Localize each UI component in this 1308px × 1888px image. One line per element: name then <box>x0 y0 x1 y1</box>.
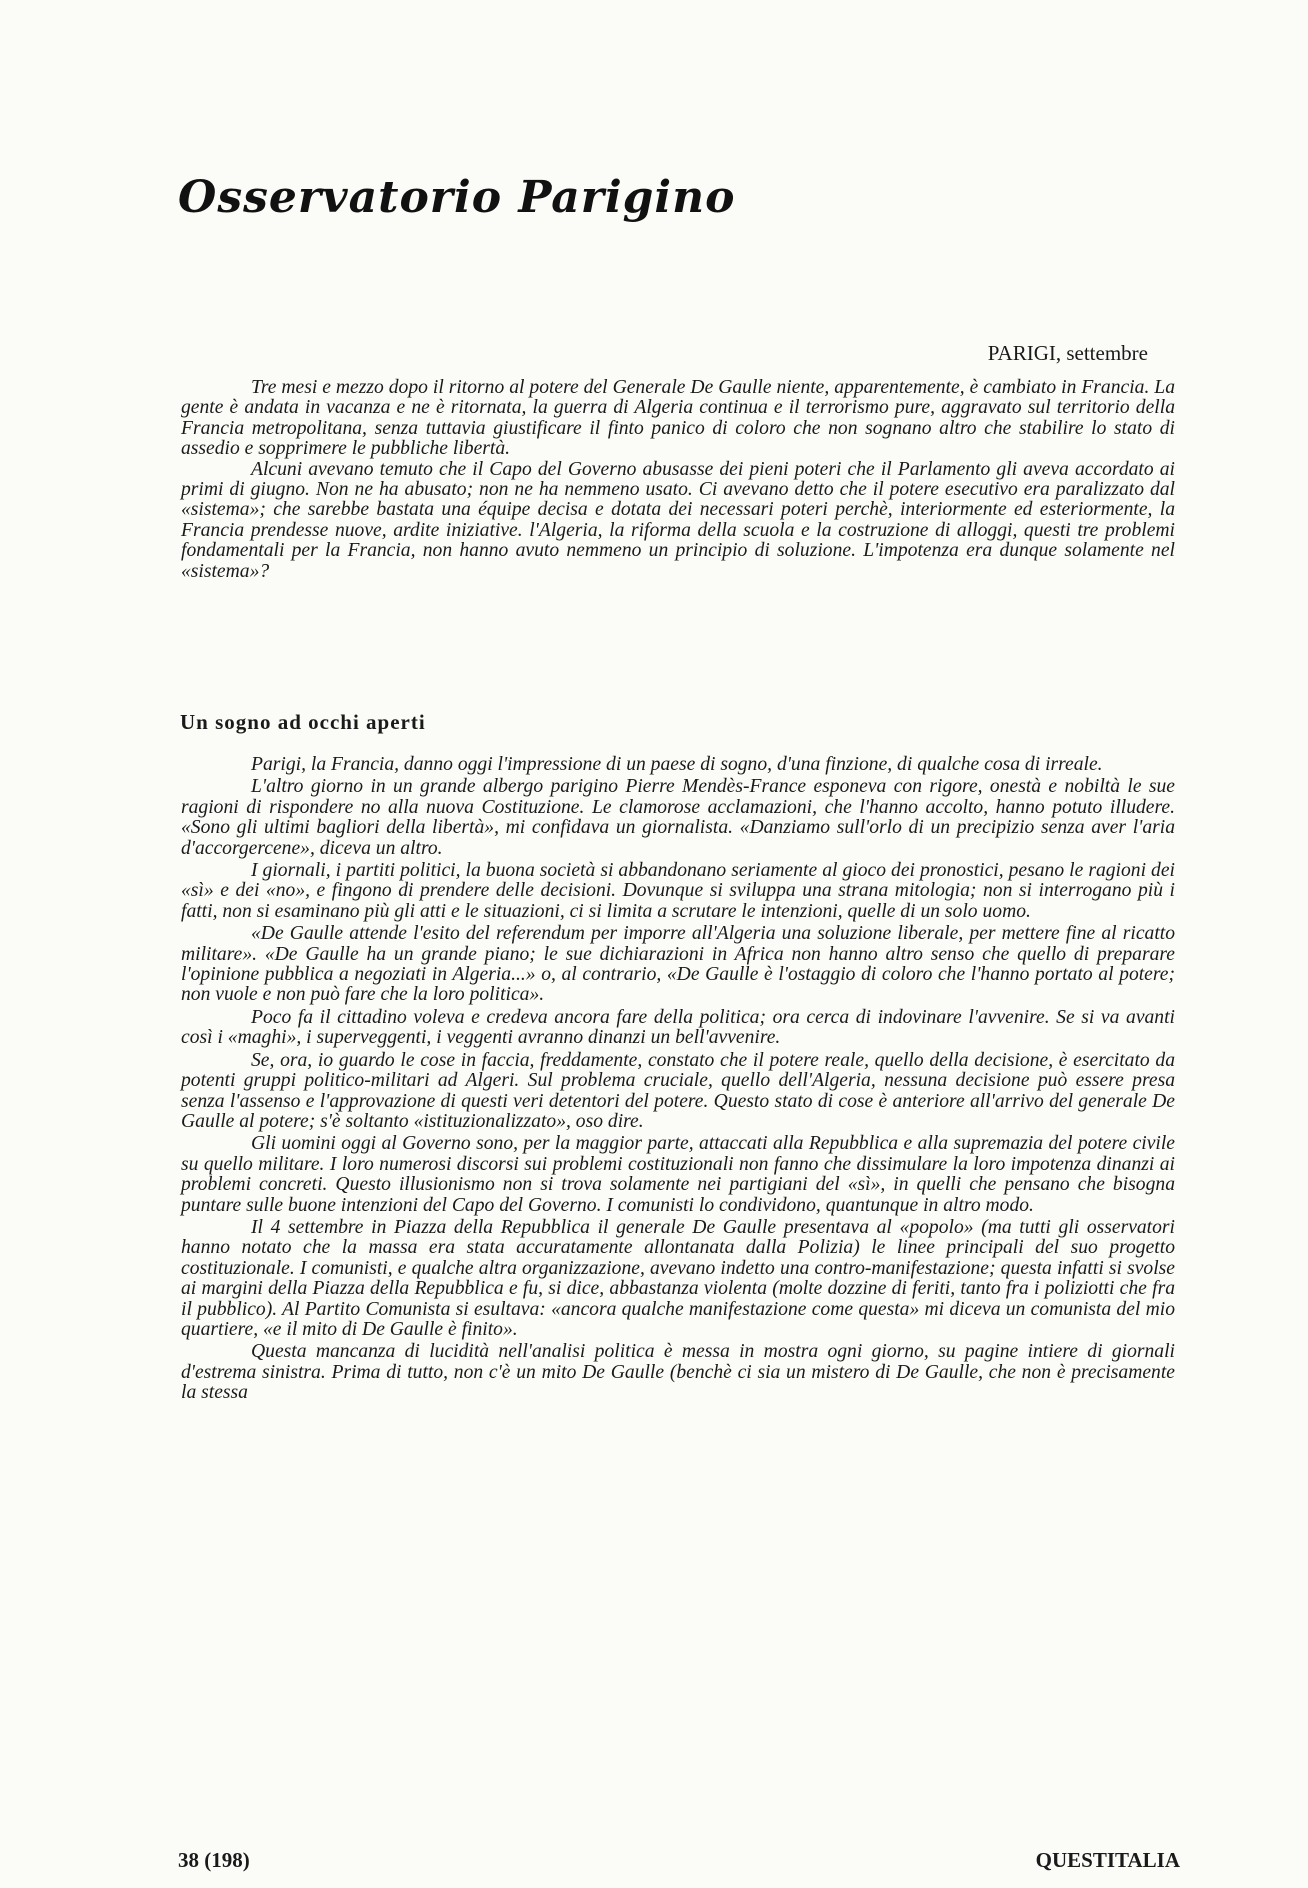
page-number: 38 (198) <box>178 1848 250 1872</box>
intro-text <box>181 378 1175 582</box>
paragraph: Tre mesi e mezzo dopo il ritorno al potere del Generale De Gaulle niente, apparentemente, è cambiato in Francia. La gente è andata in vacanza e ne è ritornata, la guerra di Algeria continua e il terrorismo pure, aggravato sul territorio della Francia metropolitana, senza tuttavia giustificare il finto panico di coloro che non sognano altro che stabilire lo stato di assedio e sopprimere le pubbliche libertà. <box>181 377 1175 460</box>
paragraph: Alcuni avevano temuto che il Capo del Governo abusasse dei pieni poteri che il Parlamento gli aveva accordato ai primi di giugno. Non ne ha abusato; non ne ha nemmeno usato. Ci avevano detto che il potere esecutivo era paralizzato dal «sistema»; che sarebbe bastata una équipe decisa e dotata dei necessari poteri perchè, interiormente ed esteriormente, la Francia prendesse nuove, ardite iniziative. l'Algeria, la riforma della scuola e la costruzione di alloggi, questi tre problemi fondamentali per la Francia, non hanno avuto nemmeno un principio di soluzione. L'impotenza era dunque solamente nel «sistema»? <box>181 458 1175 582</box>
paragraph: Parigi, la Francia, danno oggi l'impressione di un paese di sogno, d'una finzione, di qualche cosa di irreale. <box>251 754 1103 775</box>
paragraph: I giornali, i partiti politici, la buona società si abbandonano seriamente al gioco dei pronostici, pesano le ragioni dei «sì» e dei «no», e fingono di prendere delle decisioni. Dovunque si sviluppa una strana mitologia; non si interrogano più i fatti, non si esaminano più gli atti e le situazioni, ci si limita a scrutare le intenzioni, quelle di un solo uomo. <box>181 860 1175 922</box>
magazine-name: QUESTITALIA <box>1035 1848 1180 1872</box>
paragraph: Poco fa il cittadino voleva e credeva ancora fare della politica; ora cerca di indovinare l'avvenire. Se si va avanti così i «maghi», i superveggenti, i veggenti avranno dinanzi un bell'avvenire. <box>181 1006 1175 1049</box>
paragraph: Questa mancanza di lucidità nell'analisi politica è messa in mostra ogni giorno, su pagine intiere di giornali d'estrema sinistra. Prima di tutto, non c'è un mito De Gaulle (benchè ci sia un mistero di De Gaulle, che non è precisamente la stessa <box>181 1341 1175 1404</box>
paragraph: Gli uomini oggi al Governo sono, per la maggior parte, attaccati alla Repubblica e alla supremazia del potere civile su quello militare. I loro numerosi discorsi sui problemi costituzionali non fanno che dissimulare la loro impotenza dinanzi ai problemi concreti. Questo illusionismo non si trova solamente nei partigiani del «sì», in quelli che pensano che bisogna puntare sulle buone intenzioni del Capo del Governo. I comunisti lo condividono, quantunque in altro modo. <box>181 1133 1175 1216</box>
section-text <box>181 755 1175 1406</box>
paragraph: Il 4 settembre in Piazza della Repubblica il generale De Gaulle presentava al «popolo» (ma tutti gli osservatori hanno notato che la massa era stata accuratamente allontanata dalla Polizia) le linee principali del suo progetto costituzionale. I comunisti, e qualche altra organizzazione, avevano indetto una contro-manifestazione; questa infatti si svolse ai margini della Piazza della Repubblica e fu, si dice, abbastanza violenta (molte dozzine di feriti, tanto fra i poliziotti che fra il pubblico). Al Partito Comunista si esultava: «ancora qualche manifestazione come questa» mi diceva un comunista del mio quartiere, «e il mito di De Gaulle è finito». <box>181 1216 1175 1340</box>
article-title: Osservatorio Parigino <box>178 172 736 223</box>
dateline: PARIGI, settembre <box>987 341 1148 365</box>
paragraph: «De Gaulle attende l'esito del referendum per imporre all'Algeria una soluzione liberale, per mettere fine al ricatto militare». «De Gaulle ha un grande piano; le sue dichiarazioni in Africa non hanno altro senso che quello di preparare l'opinione pubblica a negoziati in Algeria...» o, al contrario, «De Gaulle è l'ostaggio di coloro che l'hanno portato al potere; non vuole e non può fare che la loro politica». <box>181 923 1175 1006</box>
paragraph: Se, ora, io guardo le cose in faccia, freddamente, constato che il potere reale, quello della decisione, è esercitato da potenti gruppi politico-militari ad Algeri. Sul problema cruciale, quello dell'Algeria, nessuna decisione può essere presa senza l'assenso e l'approvazione di questi veri detentori del potere. Questo stato di cose è anteriore all'arrivo del generale De Gaulle al potere; s'è soltanto «istituzionalizzato», oso dire. <box>181 1049 1175 1132</box>
section-heading: Un sogno ad occhi aperti <box>180 710 426 734</box>
paragraph: L'altro giorno in un grande albergo parigino Pierre Mendès-France esponeva con rigore, onestà e nobiltà le sue ragioni di rispondere no alla nuova Costituzione. Le clamorose acclamazioni, che l'hanno accolto, hanno potuto illudere. «Sono gli ultimi bagliori della libertà», mi confidava un giornalista. «Danziamo sull'orlo di un precipizio senza aver l'aria d'accorgercene», diceva un altro. <box>181 776 1175 859</box>
